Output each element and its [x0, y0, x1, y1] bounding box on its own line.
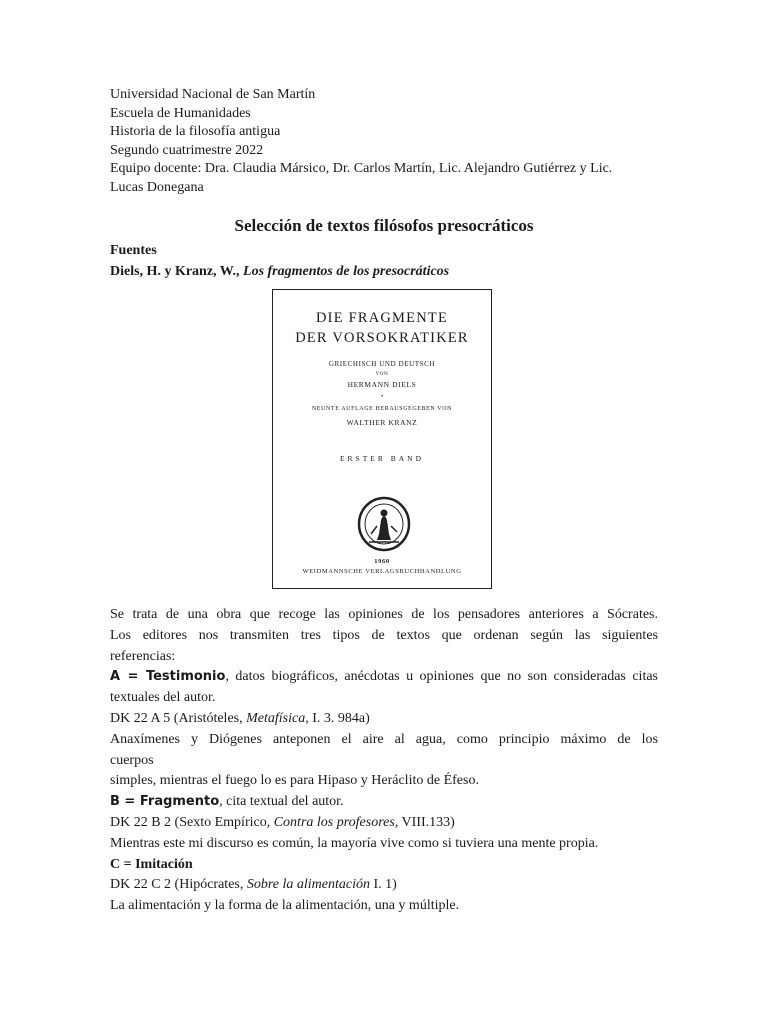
cover-title-1: DIE FRAGMENTE — [316, 310, 448, 326]
fragmento-reference — [110, 813, 658, 834]
citation-work: Los fragmentos de los presocráticos — [243, 264, 450, 279]
intro-line-1: Se trata de una obra que recoge las opiniones de los pensadores anteriores a Sócrates. — [110, 607, 658, 622]
document-title: Selección de textos filósofos presocráticos — [234, 216, 534, 235]
ref-post: I. 1) — [370, 877, 397, 893]
fragmento-definition — [110, 792, 658, 813]
ref-pre: DK 22 A 5 (Aristóteles, — [110, 710, 247, 726]
term: Segundo cuatrimestre 2022 — [110, 142, 264, 158]
imitacion-definition — [110, 855, 658, 876]
testimonio-text: , datos biográficos, anécdotas u opiniones que no son consideradas citas — [225, 669, 658, 685]
cover-von: VON — [375, 372, 389, 377]
ref-work: Metafísica — [246, 710, 306, 726]
source-citation — [110, 264, 449, 280]
document-body — [110, 605, 658, 917]
ref-work: Contra los profesores — [273, 814, 395, 830]
teaching-team: Equipo docente: Dra. Claudia Mársico, Dr. Carlos Martín, Lic. Alejandro Gutiérrez y Lic. — [110, 161, 613, 177]
testimonio-definition-cont: textuales del autor. — [110, 690, 216, 706]
cover-author: HERMANN DIELS — [347, 380, 417, 389]
school-name: Escuela de Humanidades — [110, 105, 251, 121]
imitacion-reference — [110, 875, 658, 896]
testimonio-quote-1: Anaxímenes y Diógenes anteponen el aire al agua, como principio máximo de los — [110, 731, 658, 747]
publisher-seal-icon — [357, 496, 411, 552]
cover-volume: ERSTER BAND — [339, 454, 425, 463]
book-cover-image — [272, 289, 492, 589]
intro-line-2: Los editores nos transmiten tres tipos de textos que ordenan según las siguientes — [110, 627, 658, 643]
ref-post: , I. 3. 984a) — [305, 710, 370, 726]
cover-publisher: WEIDMANNSCHE VERLAGSBUCHHANDLUNG — [302, 568, 462, 575]
document-header — [110, 86, 670, 198]
testimonio-quote-2: cuerpos — [110, 752, 154, 768]
cover-edition: NEUNTE AUFLAGE HERAUSGEGEBEN VON — [311, 406, 453, 412]
intro-line-3: referencias: — [110, 648, 176, 664]
course-name: Historia de la filosofía antigua — [110, 124, 281, 140]
teaching-team-cont: Lucas Donegana — [110, 179, 204, 195]
university-name: Universidad Nacional de San Martín — [110, 87, 316, 102]
fragmento-text: , cita textual del autor. — [219, 794, 344, 810]
fragmento-label: B = Fragmento — [110, 794, 220, 810]
ref-work: Sobre la alimentación — [246, 877, 371, 893]
citation-authors: Diels, H. y Kranz, W., — [110, 264, 244, 279]
ref-pre: DK 22 C 2 (Hipócrates, — [110, 877, 247, 893]
cover-editor: WALTHER KRANZ — [346, 418, 418, 427]
testimonio-quote-3: simples, mientras el fuego lo es para Hipaso y Heráclito de Éfeso. — [110, 773, 479, 789]
testimonio-reference — [110, 709, 658, 730]
imitacion-quote: La alimentación y la forma de la alimentación, una y múltiple. — [110, 898, 460, 914]
sources-heading: Fuentes — [110, 243, 157, 258]
cover-title-2: DER VORSOKRATIKER — [295, 330, 469, 346]
testimonio-label: A = Testimonio — [110, 669, 226, 685]
cover-dot: • — [380, 394, 384, 400]
cover-year: 1960 — [374, 558, 390, 565]
fragmento-quote: Mientras este mi discurso es común, la mayoría vive como si tuviera una mente propia. — [110, 835, 599, 851]
cover-subtitle: GRIECHISCH UND DEUTSCH — [328, 360, 436, 368]
ref-pre: DK 22 B 2 (Sexto Empírico, — [110, 814, 274, 830]
testimonio-definition — [110, 667, 658, 688]
imitacion-label: C = Imitación — [110, 856, 193, 872]
ref-post: , VIII.133) — [394, 814, 455, 830]
